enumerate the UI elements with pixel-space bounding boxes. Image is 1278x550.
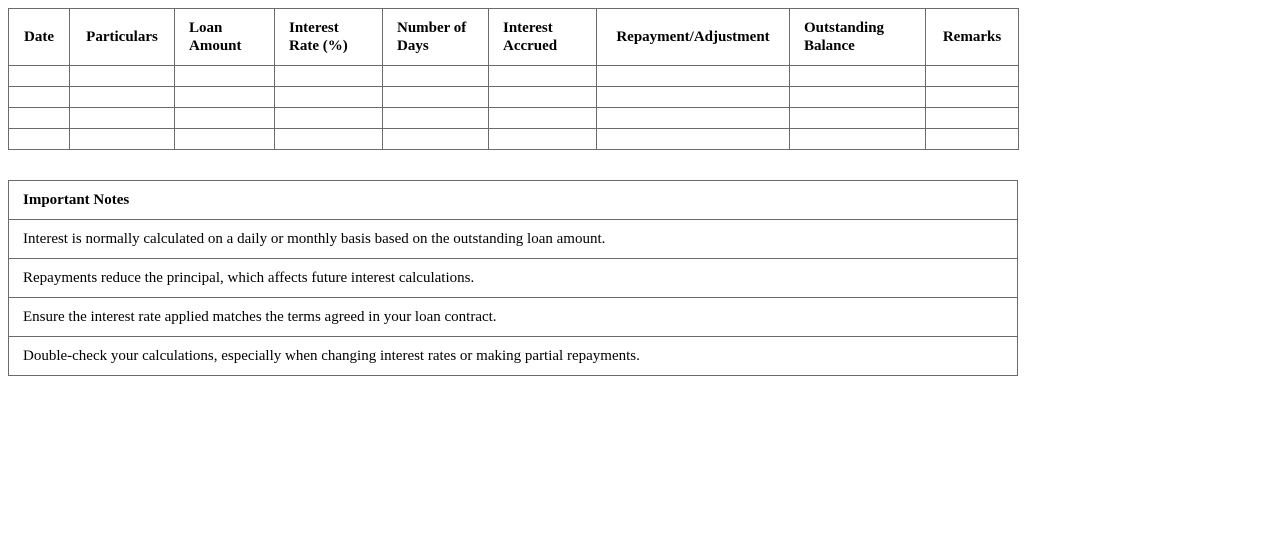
column-header-date: Date <box>9 9 70 66</box>
cell-remarks[interactable] <box>926 87 1019 108</box>
cell-particulars[interactable] <box>70 108 175 129</box>
cell-interest-rate[interactable] <box>275 87 383 108</box>
cell-date[interactable] <box>9 129 70 150</box>
cell-repayment-adjustment[interactable] <box>597 87 790 108</box>
column-header-outstanding-balance <box>790 9 926 66</box>
cell-interest-accrued[interactable] <box>489 87 597 108</box>
ledger-header-row <box>9 9 1019 66</box>
column-header-loan-amount <box>175 9 275 66</box>
cell-loan-amount[interactable] <box>175 87 275 108</box>
cell-remarks[interactable] <box>926 129 1019 150</box>
cell-particulars[interactable] <box>70 66 175 87</box>
column-header-particulars: Particulars <box>70 9 175 66</box>
column-header-interest-rate-label: Interest Rate (%) <box>289 20 348 54</box>
cell-loan-amount[interactable] <box>175 66 275 87</box>
cell-date[interactable] <box>9 108 70 129</box>
column-header-interest-accrued <box>489 9 597 66</box>
cell-particulars[interactable] <box>70 129 175 150</box>
cell-outstanding-balance[interactable] <box>790 87 926 108</box>
cell-interest-rate[interactable] <box>275 129 383 150</box>
column-header-interest-accrued-label: Interest Accrued <box>503 20 558 54</box>
table-row <box>9 129 1019 150</box>
note-item: Interest is normally calculated on a daily or monthly basis based on the outstanding loan amount. <box>9 220 1018 259</box>
cell-interest-accrued[interactable] <box>489 66 597 87</box>
cell-loan-amount[interactable] <box>175 108 275 129</box>
notes-title: Important Notes <box>9 181 1018 220</box>
cell-remarks[interactable] <box>926 66 1019 87</box>
cell-outstanding-balance[interactable] <box>790 66 926 87</box>
cell-remarks[interactable] <box>926 108 1019 129</box>
cell-number-of-days[interactable] <box>383 129 489 150</box>
important-notes-table <box>8 180 1018 376</box>
cell-date[interactable] <box>9 87 70 108</box>
note-row <box>9 220 1018 259</box>
cell-number-of-days[interactable] <box>383 87 489 108</box>
cell-outstanding-balance[interactable] <box>790 129 926 150</box>
column-header-outstanding-balance-label: Outstanding Balance <box>804 20 885 54</box>
note-row <box>9 259 1018 298</box>
column-header-loan-amount-label: Loan Amount <box>189 20 242 54</box>
cell-date[interactable] <box>9 66 70 87</box>
cell-particulars[interactable] <box>70 87 175 108</box>
cell-loan-amount[interactable] <box>175 129 275 150</box>
note-row <box>9 337 1018 376</box>
note-item: Double-check your calculations, especially when changing interest rates or making partial repayments. <box>9 337 1018 376</box>
cell-outstanding-balance[interactable] <box>790 108 926 129</box>
column-header-number-of-days <box>383 9 489 66</box>
cell-interest-accrued[interactable] <box>489 108 597 129</box>
notes-header-row <box>9 181 1018 220</box>
note-row <box>9 298 1018 337</box>
column-header-repayment-adjustment: Repayment/Adjustment <box>597 9 790 66</box>
cell-number-of-days[interactable] <box>383 66 489 87</box>
cell-repayment-adjustment[interactable] <box>597 129 790 150</box>
cell-repayment-adjustment[interactable] <box>597 108 790 129</box>
cell-repayment-adjustment[interactable] <box>597 66 790 87</box>
cell-interest-accrued[interactable] <box>489 129 597 150</box>
column-header-number-of-days-label: Number of Days <box>397 20 467 54</box>
column-header-interest-rate <box>275 9 383 66</box>
cell-interest-rate[interactable] <box>275 108 383 129</box>
table-row <box>9 66 1019 87</box>
cell-interest-rate[interactable] <box>275 66 383 87</box>
note-item: Ensure the interest rate applied matches the terms agreed in your loan contract. <box>9 298 1018 337</box>
loan-ledger-table <box>8 8 1019 150</box>
column-header-remarks: Remarks <box>926 9 1019 66</box>
table-row <box>9 108 1019 129</box>
note-item: Repayments reduce the principal, which affects future interest calculations. <box>9 259 1018 298</box>
table-row <box>9 87 1019 108</box>
cell-number-of-days[interactable] <box>383 108 489 129</box>
